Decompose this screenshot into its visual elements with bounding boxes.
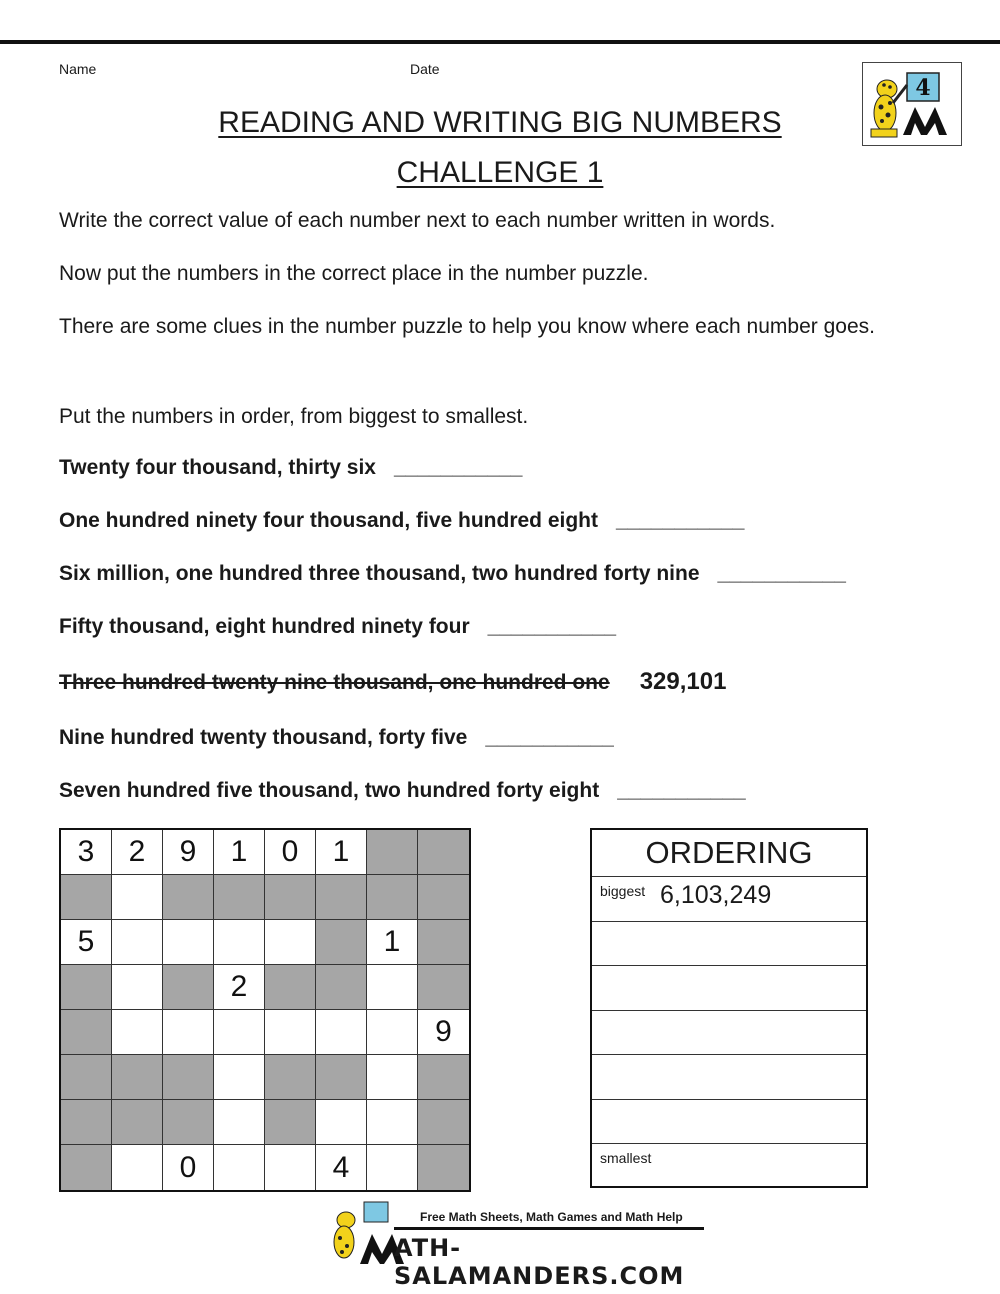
question-6: Nine hundred twenty thousand, forty five ___________ [59,726,614,749]
puzzle-cell[interactable] [316,1100,367,1145]
puzzle-cell-shaded [61,875,112,920]
puzzle-cell[interactable] [112,1010,163,1055]
instruction-4: Put the numbers in order, from biggest to smallest. [59,405,529,428]
ordering-row-7[interactable] [592,1144,866,1189]
puzzle-cell-shaded [316,1055,367,1100]
puzzle-cell[interactable]: 1 [316,830,367,875]
number-puzzle-grid [59,828,471,1192]
question-1: Twenty four thousand, thirty six ___________ [59,456,523,479]
puzzle-cell[interactable] [112,1145,163,1190]
puzzle-cell-shaded [418,830,469,875]
ordering-row-6[interactable] [592,1100,866,1145]
puzzle-cell[interactable] [112,965,163,1010]
question-3: Six million, one hundred three thousand, two hundred forty nine ___________ [59,562,846,585]
puzzle-cell-shaded [316,965,367,1010]
instruction-1: Write the correct value of each number next to each number written in words. [59,209,776,232]
puzzle-cell[interactable] [112,875,163,920]
answer-blank[interactable]: ___________ [487,615,617,638]
puzzle-cell-shaded [163,875,214,920]
puzzle-cell[interactable]: 1 [214,830,265,875]
puzzle-cell-shaded [265,965,316,1010]
puzzle-cell[interactable]: 2 [112,830,163,875]
puzzle-cell-shaded [163,1055,214,1100]
puzzle-cell-shaded [112,1055,163,1100]
name-label: Name [59,61,97,77]
puzzle-cell[interactable] [214,1145,265,1190]
answer-blank[interactable]: ___________ [616,509,745,532]
puzzle-cell[interactable] [367,1010,418,1055]
puzzle-cell[interactable] [214,920,265,965]
question-4: Fifty thousand, eight hundred ninety four ___________ [59,615,617,638]
puzzle-cell-shaded [316,875,367,920]
puzzle-cell-shaded [112,1100,163,1145]
instruction-3: There are some clues in the number puzzle to help you know where each number goes. [59,315,875,338]
puzzle-cell[interactable]: 1 [367,920,418,965]
answer-blank[interactable]: ___________ [617,779,746,802]
puzzle-cell[interactable]: 9 [418,1010,469,1055]
puzzle-cell-shaded [61,965,112,1010]
puzzle-cell-shaded [418,1100,469,1145]
puzzle-cell-shaded [418,920,469,965]
puzzle-cell[interactable] [367,1100,418,1145]
puzzle-cell[interactable]: 4 [316,1145,367,1190]
puzzle-cell[interactable]: 9 [163,830,214,875]
footer-site-name[interactable]: ATH-SALAMANDERS.COM [394,1234,685,1290]
ordering-row-1[interactable] [592,877,866,922]
answer-blank[interactable]: ___________ [485,726,614,749]
puzzle-cell-shaded [265,1100,316,1145]
smallest-label: smallest [600,1150,652,1166]
puzzle-cell-shaded [163,1100,214,1145]
puzzle-cell[interactable] [367,965,418,1010]
puzzle-cell-shaded [61,1055,112,1100]
puzzle-cell[interactable] [316,1010,367,1055]
puzzle-cell[interactable]: 3 [61,830,112,875]
puzzle-cell[interactable]: 2 [214,965,265,1010]
puzzle-cell[interactable]: 0 [163,1145,214,1190]
ordering-row-3[interactable] [592,966,866,1011]
puzzle-cell-shaded [61,1145,112,1190]
puzzle-cell[interactable] [214,1010,265,1055]
puzzle-cell[interactable] [112,920,163,965]
puzzle-cell-shaded [418,1055,469,1100]
ordering-value-1: 6,103,249 [660,881,772,909]
puzzle-cell-shaded [418,875,469,920]
date-label: Date [410,61,440,77]
instruction-2: Now put the numbers in the correct place in the number puzzle. [59,262,649,285]
ordering-row-2[interactable] [592,922,866,967]
puzzle-cell[interactable] [367,1145,418,1190]
footer-rule [394,1227,704,1230]
footer-logo [322,1200,712,1290]
puzzle-cell-shaded [214,875,265,920]
puzzle-cell-shaded [367,875,418,920]
page-title: READING AND WRITING BIG NUMBERS [218,106,782,139]
puzzle-cell-shaded [418,965,469,1010]
puzzle-cell[interactable]: 5 [61,920,112,965]
puzzle-cell[interactable]: 0 [265,830,316,875]
ordering-row-5[interactable] [592,1055,866,1100]
puzzle-cell-shaded [316,920,367,965]
top-rule [0,40,1000,44]
example-answer: 329,101 [639,668,727,695]
biggest-label: biggest [600,883,646,899]
question-2: One hundred ninety four thousand, five hundred eight ___________ [59,509,745,532]
footer-tagline: Free Math Sheets, Math Games and Math Help [420,1210,683,1224]
puzzle-cell[interactable] [265,1145,316,1190]
puzzle-cell-shaded [61,1100,112,1145]
ordering-row-4[interactable] [592,1011,866,1056]
puzzle-cell-shaded [61,1010,112,1055]
puzzle-cell-shaded [265,1055,316,1100]
puzzle-cell[interactable] [163,1010,214,1055]
puzzle-cell[interactable] [214,1100,265,1145]
question-5-example: Three hundred twenty nine thousand, one hundred one 329,101 [59,668,727,695]
grade-number: 4 [915,75,931,101]
answer-blank[interactable]: ___________ [717,562,846,585]
page-subtitle: CHALLENGE 1 [396,156,604,189]
puzzle-cell[interactable] [265,920,316,965]
puzzle-cell-shaded [418,1145,469,1190]
puzzle-cell[interactable] [367,1055,418,1100]
puzzle-cell[interactable] [214,1055,265,1100]
puzzle-cell-shaded [265,875,316,920]
ordering-title: ORDERING [592,830,866,877]
puzzle-cell-shaded [163,965,214,1010]
answer-blank[interactable]: ___________ [393,456,523,479]
ordering-table [590,828,868,1188]
question-7: Seven hundred five thousand, two hundred forty eight ___________ [59,779,746,802]
puzzle-cell-shaded [367,830,418,875]
puzzle-cell[interactable] [163,920,214,965]
puzzle-cell[interactable] [265,1010,316,1055]
